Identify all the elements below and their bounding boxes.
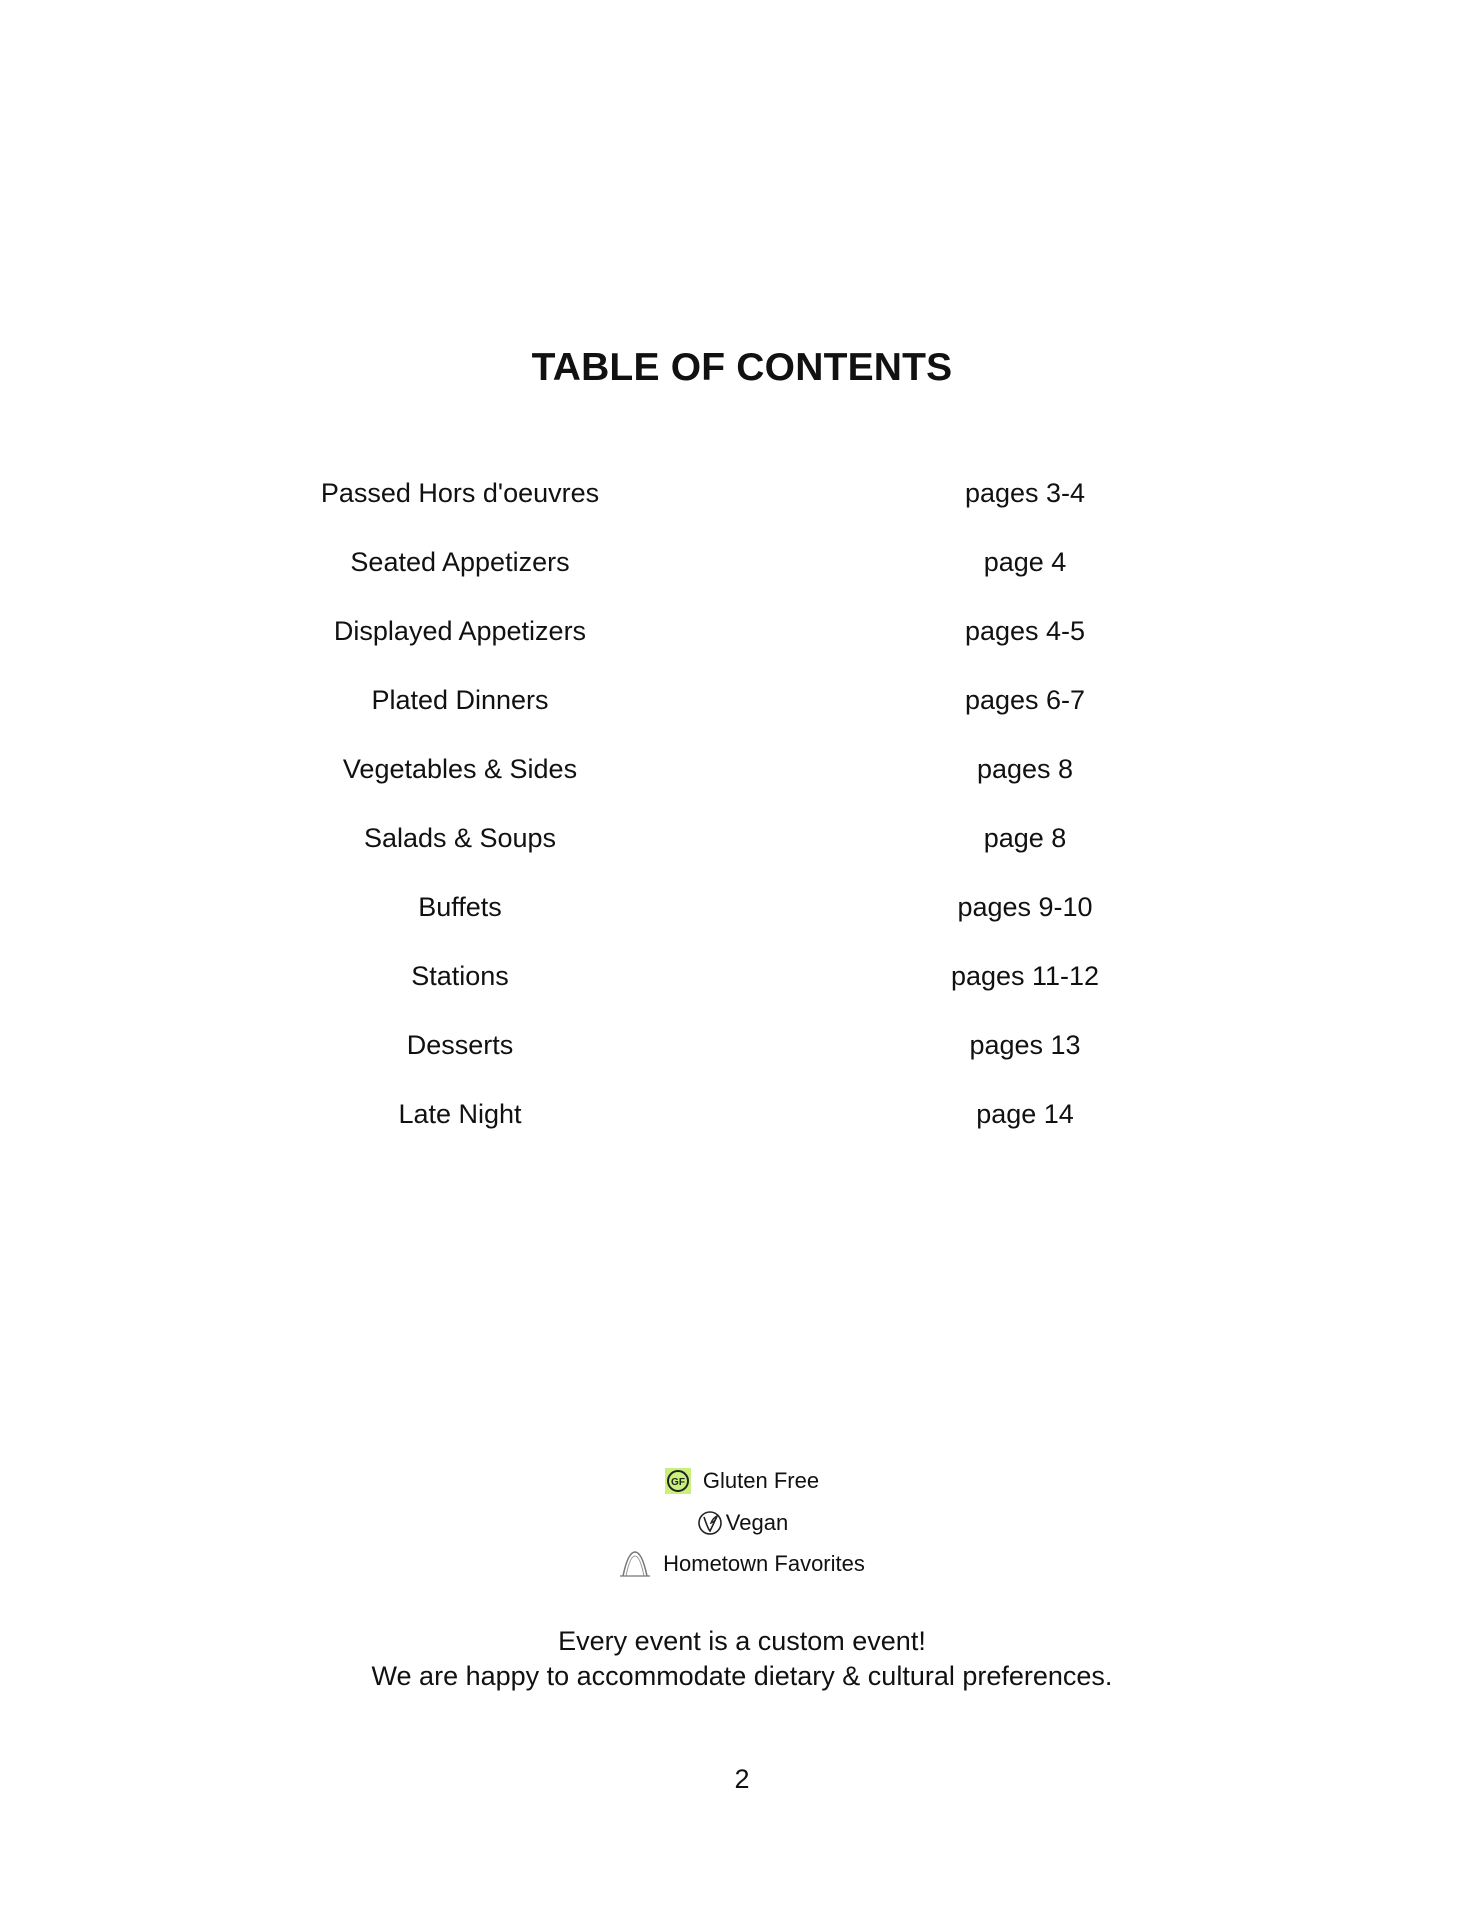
toc-page-range: page 4	[983, 547, 1067, 577]
toc-row	[0, 616, 1484, 685]
toc-page-range: page 8	[983, 823, 1067, 853]
svg-text:GF: GF	[670, 1477, 685, 1488]
gateway-arch-icon	[619, 1550, 651, 1578]
page-number: 2	[734, 1764, 750, 1794]
vegan-leaf-icon	[696, 1509, 724, 1537]
dietary-legend	[0, 1468, 1484, 1591]
legend-item-gluten-free	[0, 1468, 1484, 1509]
legend-item-vegan	[0, 1509, 1484, 1550]
toc-page-range: page 14	[976, 1099, 1074, 1129]
toc-row	[0, 1099, 1484, 1168]
toc-row	[0, 1030, 1484, 1099]
toc-page-range: pages 9-10	[957, 892, 1093, 922]
legend-label: Vegan	[725, 1510, 789, 1535]
toc-section-label: Displayed Appetizers	[333, 616, 587, 646]
toc-row	[0, 547, 1484, 616]
toc-row	[0, 823, 1484, 892]
toc-row	[0, 754, 1484, 823]
toc-section-label: Desserts	[406, 1030, 514, 1060]
legend-label: Hometown Favorites	[663, 1551, 865, 1576]
legend-item-hometown-favorites	[0, 1550, 1484, 1591]
toc-section-label: Plated Dinners	[371, 685, 549, 715]
toc-section-label: Stations	[411, 961, 509, 991]
toc-row	[0, 685, 1484, 754]
gluten-free-icon	[665, 1468, 691, 1494]
footer-line-1: Every event is a custom event!	[558, 1626, 926, 1656]
toc-page-range: pages 3-4	[964, 478, 1086, 508]
toc-row	[0, 892, 1484, 961]
table-of-contents	[0, 478, 1484, 1168]
toc-row	[0, 478, 1484, 547]
footer-line-2: We are happy to accommodate dietary & cultural preferences.	[371, 1661, 1113, 1691]
legend-label: Gluten Free	[702, 1468, 820, 1493]
toc-section-label: Late Night	[398, 1099, 522, 1129]
toc-section-label: Buffets	[418, 892, 502, 922]
toc-page-range: pages 6-7	[964, 685, 1086, 715]
toc-page-range: pages 11-12	[950, 961, 1100, 991]
toc-page-range: pages 4-5	[964, 616, 1086, 646]
toc-row	[0, 961, 1484, 1030]
toc-section-label: Vegetables & Sides	[342, 754, 578, 784]
toc-page-range: pages 13	[969, 1030, 1081, 1060]
toc-section-label: Passed Hors d'oeuvres	[320, 478, 600, 508]
toc-section-label: Salads & Soups	[363, 823, 557, 853]
footer-note	[0, 1624, 1484, 1694]
page-title: TABLE OF CONTENTS	[531, 346, 953, 389]
toc-page-range: pages 8	[976, 754, 1074, 784]
toc-section-label: Seated Appetizers	[350, 547, 570, 577]
